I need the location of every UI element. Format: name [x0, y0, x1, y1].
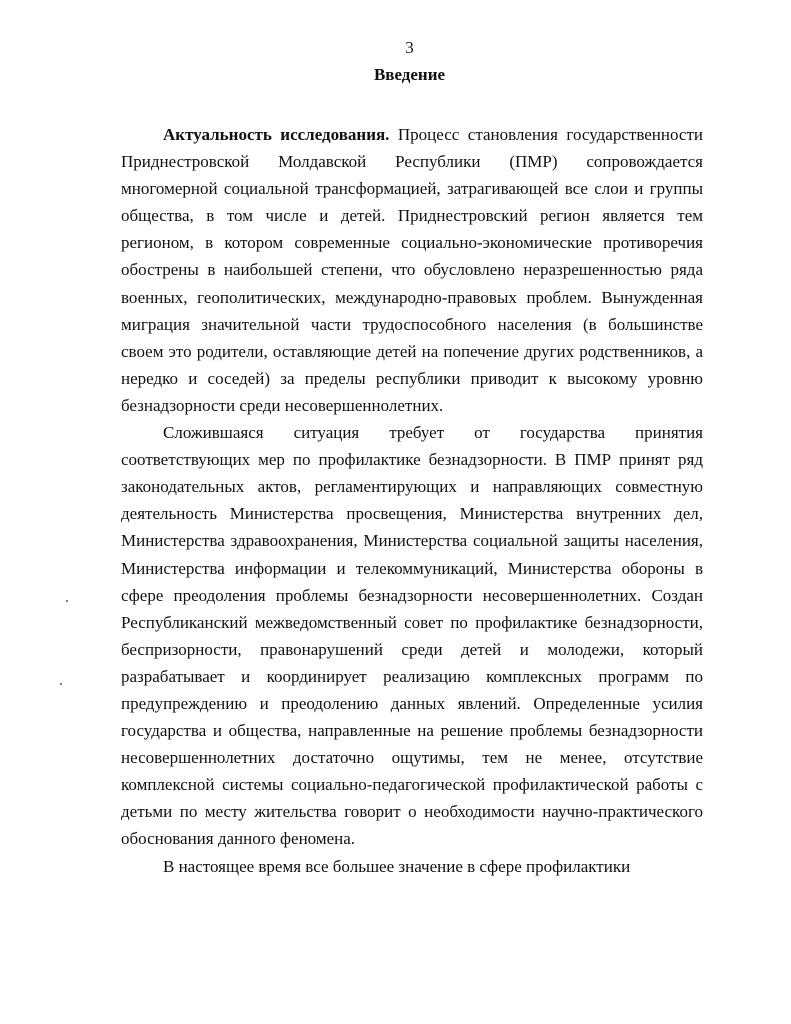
- scan-speck: [66, 600, 68, 602]
- body-text: [121, 121, 703, 880]
- paragraph-lead: Актуальность исследования.: [163, 125, 390, 144]
- scan-speck: [60, 683, 62, 685]
- paragraph-text: В настоящее время все большее значение в сфере профилактики: [163, 856, 631, 876]
- paragraph-current: [121, 853, 703, 880]
- paragraph-text: Процесс становления государственности Приднестровской Молдавской Республики (ПМР) сопровождается многомерной социальной трансформацией, затрагивающей все слои и группы общества, в том числе и детей. Приднестровский регион является тем регионом, в котором современные социально-экономические противоречия обострены в наибольшей степени, что обусловлено неразрешенностью ряда военных, геополитических, международно-правовых проблем. Вынужденная миграция значительной части трудоспособного населения (в большинстве своем это родители, оставляющие детей на попечение других родственников, а нередко и соседей) за пределы республики приводит к высокому уровню безнадзорности среди несовершеннолетних.: [121, 125, 703, 415]
- paragraph-text: Сложившаяся ситуация требует от государства принятия соответствующих мер по профилактике безнадзорности. В ПМР принят ряд законодательных актов, регламентирующих и направляющих совместную деятельность Министерства просвещения, Министерства внутренних дел, Министерства здравоохранения, Министерства социальной защиты населения, Министерства информации и телекоммуникаций, Министерства обороны в сфере преодоления проблемы безнадзорности несовершеннолетних. Создан Республиканский межведомственный совет по профилактике безнадзорности, беспризорности, правонарушений среди детей и молодежи, который разрабатывает и координирует реализацию комплексных программ по предупреждению и преодолению данных явлений. Определенные усилия государства и общества, направленные на решение проблемы безнадзорности несовершеннолетних достаточно ощутимы, тем не менее, отсутствие комплексной системы социально-педагогической профилактической работы с детьми по месту жительства говорит о необходимости научно-практического обоснования данного феномена.: [121, 423, 703, 849]
- paragraph-relevance: [121, 121, 703, 419]
- page-number: 3: [405, 38, 414, 57]
- page-title: Введение: [373, 65, 446, 84]
- paragraph-situation: [121, 419, 703, 853]
